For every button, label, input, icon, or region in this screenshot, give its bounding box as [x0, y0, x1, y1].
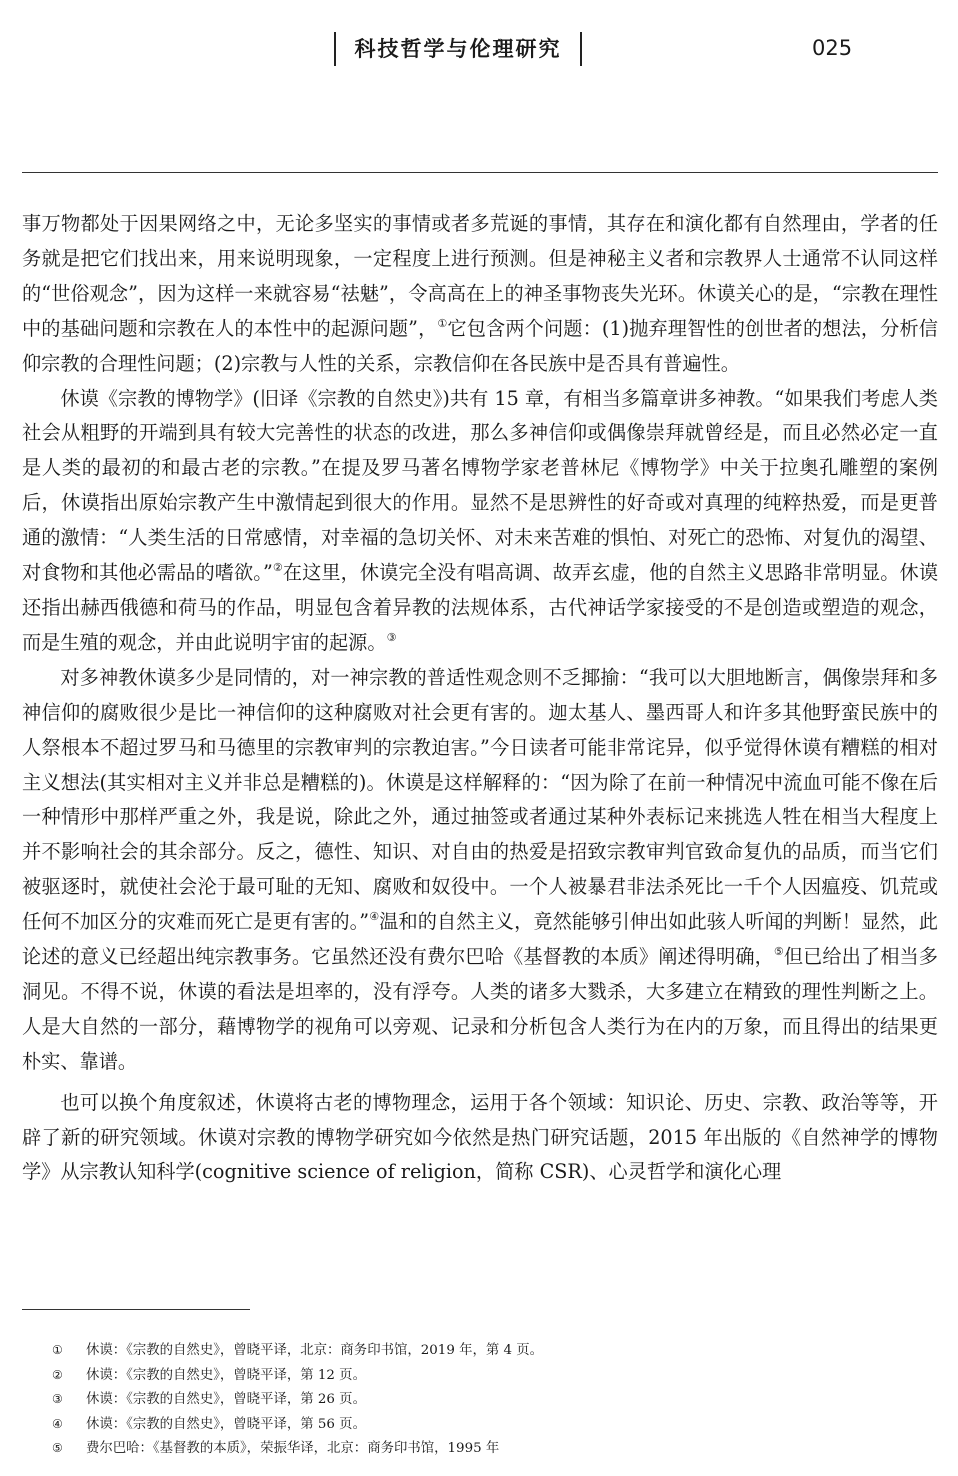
paragraph-text: 在这里，休谟完全没有唱高调、故弄玄虚，他的自然主义思路非常明显。休谟还指出赫西俄德和荷马的作品，明显包含着异教的法规体系，古代神话学家接受的不是创造或塑造的观念，而是生殖的观念，并由此说明宇宙的起源。	[22, 561, 939, 654]
paragraph-2	[22, 382, 938, 661]
footnote-4	[52, 1412, 932, 1437]
footnote-mark: ⑤	[52, 1441, 63, 1455]
paragraph-text: 休谟《宗教的博物学》(旧译《宗教的自然史》)共有 15 章，有相当多篇章讲多神教。“如果我们考虑人类社会从粗野的开端到具有较大完善性的状态的改进，那么多神信仰或偶像崇拜就曾经是，而且必然必定一直是人类的最初的和最古老的宗教。”在提及罗马著名博物学家老普林尼《博物学》中关于拉奥孔雕塑的案例后，休谟指出原始宗教产生中激情起到很大的作用。显然不是思辨性的好奇或对真理的纯粹热爱，而是更普通的激情：“人类生活的日常感情，对幸福的急切关怀、对未来苦难的惧怕、对死亡的恐怖、对复仇的渴望、对食物和其他必需品的嗜欲。”	[22, 386, 938, 585]
footnote-mark: ③	[52, 1392, 63, 1406]
article-body	[22, 207, 938, 1190]
footnote-text: 休谟：《宗教的自然史》，曾晓平译，第 56 页。	[86, 1416, 366, 1432]
paragraph-text: 对多神教休谟多少是同情的，对一神宗教的普适性观念则不乏揶揄：“我可以大胆地断言，偶像崇拜和多神信仰的腐败很少是比一神信仰的这种腐败对社会更有害的。迦太基人、墨西哥人和许多其他野蛮民族中的人祭根本不超过罗马和马德里的宗教审判的宗教迫害。”今日读者可能非常诧异，似乎觉得休谟有糟糕的相对主义想法(其实相对主义并非总是糟糕的)。休谟是这样解释的：“因为除了在前一种情况中流血可能不像在后一种情形中那样严重之外，我是说，除此之外，通过抽签或者通过某种外表标记来挑选人牲在相当大程度上并不影响社会的其余部分。反之，德性、知识、对自由的热爱是招致宗教审判官致命复仇的品质，而当它们被驱逐时，就使社会沦于最可耻的无知、腐败和奴役中。一个人被暴君非法杀死比一千个人因瘟疫、饥荒或任何不加区分的灾难而死亡是更有害的。”	[22, 665, 938, 934]
footnote-2	[52, 1363, 932, 1388]
footnote-text: 休谟：《宗教的自然史》，曾晓平译，第 12 页。	[86, 1367, 366, 1383]
footnote-mark: ②	[52, 1367, 63, 1382]
paragraph-1	[22, 207, 938, 382]
footnote-ref-5[interactable]: ⑤	[773, 945, 784, 959]
footnote-text: 休谟：《宗教的自然史》，曾晓平译，北京：商务印书馆，2019 年，第 4 页。	[86, 1343, 544, 1358]
paragraph-3	[22, 661, 938, 1080]
paragraph-text: 它包含两个问题：(1)抛弃理智性的创世者的想法，分析信仰宗教的合理性问题；(2)宗教与人性的关系，宗教信仰在各民族中是否具有普遍性。	[22, 316, 938, 375]
running-header	[0, 30, 958, 70]
paragraph-text: 事万物都处于因果网络之中，无论多坚实的事情或者多荒诞的事情，其存在和演化都有自然理由，学者的任务就是把它们找出来，用来说明现象，一定程度上进行预测。但是神秘主义者和宗教界人士通常不认同这样的“世俗观念”，因为这样一来就容易“祛魅”，令高高在上的神圣事物丧失光环。休谟关心的是，“宗教在理性中的基础问题和宗教在人的本性中的起源问题”，	[22, 212, 938, 340]
page-number: 025	[812, 36, 853, 60]
footnote-ref-1[interactable]: ①	[437, 316, 448, 330]
footnote-mark: ④	[52, 1416, 63, 1431]
footnote-1	[52, 1338, 932, 1363]
paragraph-4	[22, 1086, 938, 1191]
footnote-ref-3[interactable]: ③	[386, 630, 397, 644]
footnotes	[52, 1338, 932, 1461]
paragraph-text: 但已给出了相当多洞见。不得不说，休谟的看法是坦率的，没有浮夸。人类的诸多大戮杀，大多建立在精致的理性判断之上。人是大自然的一部分，藉博物学的视角可以旁观、记录和分析包含人类行为在内的万象，而且得出的结果更朴实、靠谱。	[22, 945, 938, 1073]
footnote-text: 休谟：《宗教的自然史》，曾晓平译，第 26 页。	[86, 1392, 366, 1407]
footnote-ref-4[interactable]: ④	[369, 910, 380, 924]
footnote-ref-2[interactable]: ②	[272, 561, 283, 575]
footnote-5	[52, 1436, 932, 1461]
footnote-text: 费尔巴哈：《基督教的本质》，荣振华译，北京：商务印书馆，1995 年	[86, 1441, 500, 1456]
footnote-mark: ①	[52, 1343, 63, 1357]
footnote-3	[52, 1387, 932, 1412]
journal-title: 科技哲学与伦理研究	[334, 32, 582, 66]
header-rule	[22, 172, 938, 173]
paragraph-text: 温和的自然主义，竟然能够引伸出如此骇人听闻的判断！显然，此论述的意义已经超出纯宗教事务。它虽然还没有费尔巴哈《基督教的本质》阐述得明确，	[22, 910, 938, 969]
footnote-rule	[22, 1309, 250, 1310]
paragraph-text: 也可以换个角度叙述，休谟将古老的博物理念，运用于各个领域：知识论、历史、宗教、政治等等，开辟了新的研究领域。休谟对宗教的博物学研究如今依然是热门研究话题，2015 年出版的《自然神学的博物学》从宗教认知科学(cognitive science of religion，简称 CSR)、心灵哲学和演化心理	[22, 1090, 938, 1184]
